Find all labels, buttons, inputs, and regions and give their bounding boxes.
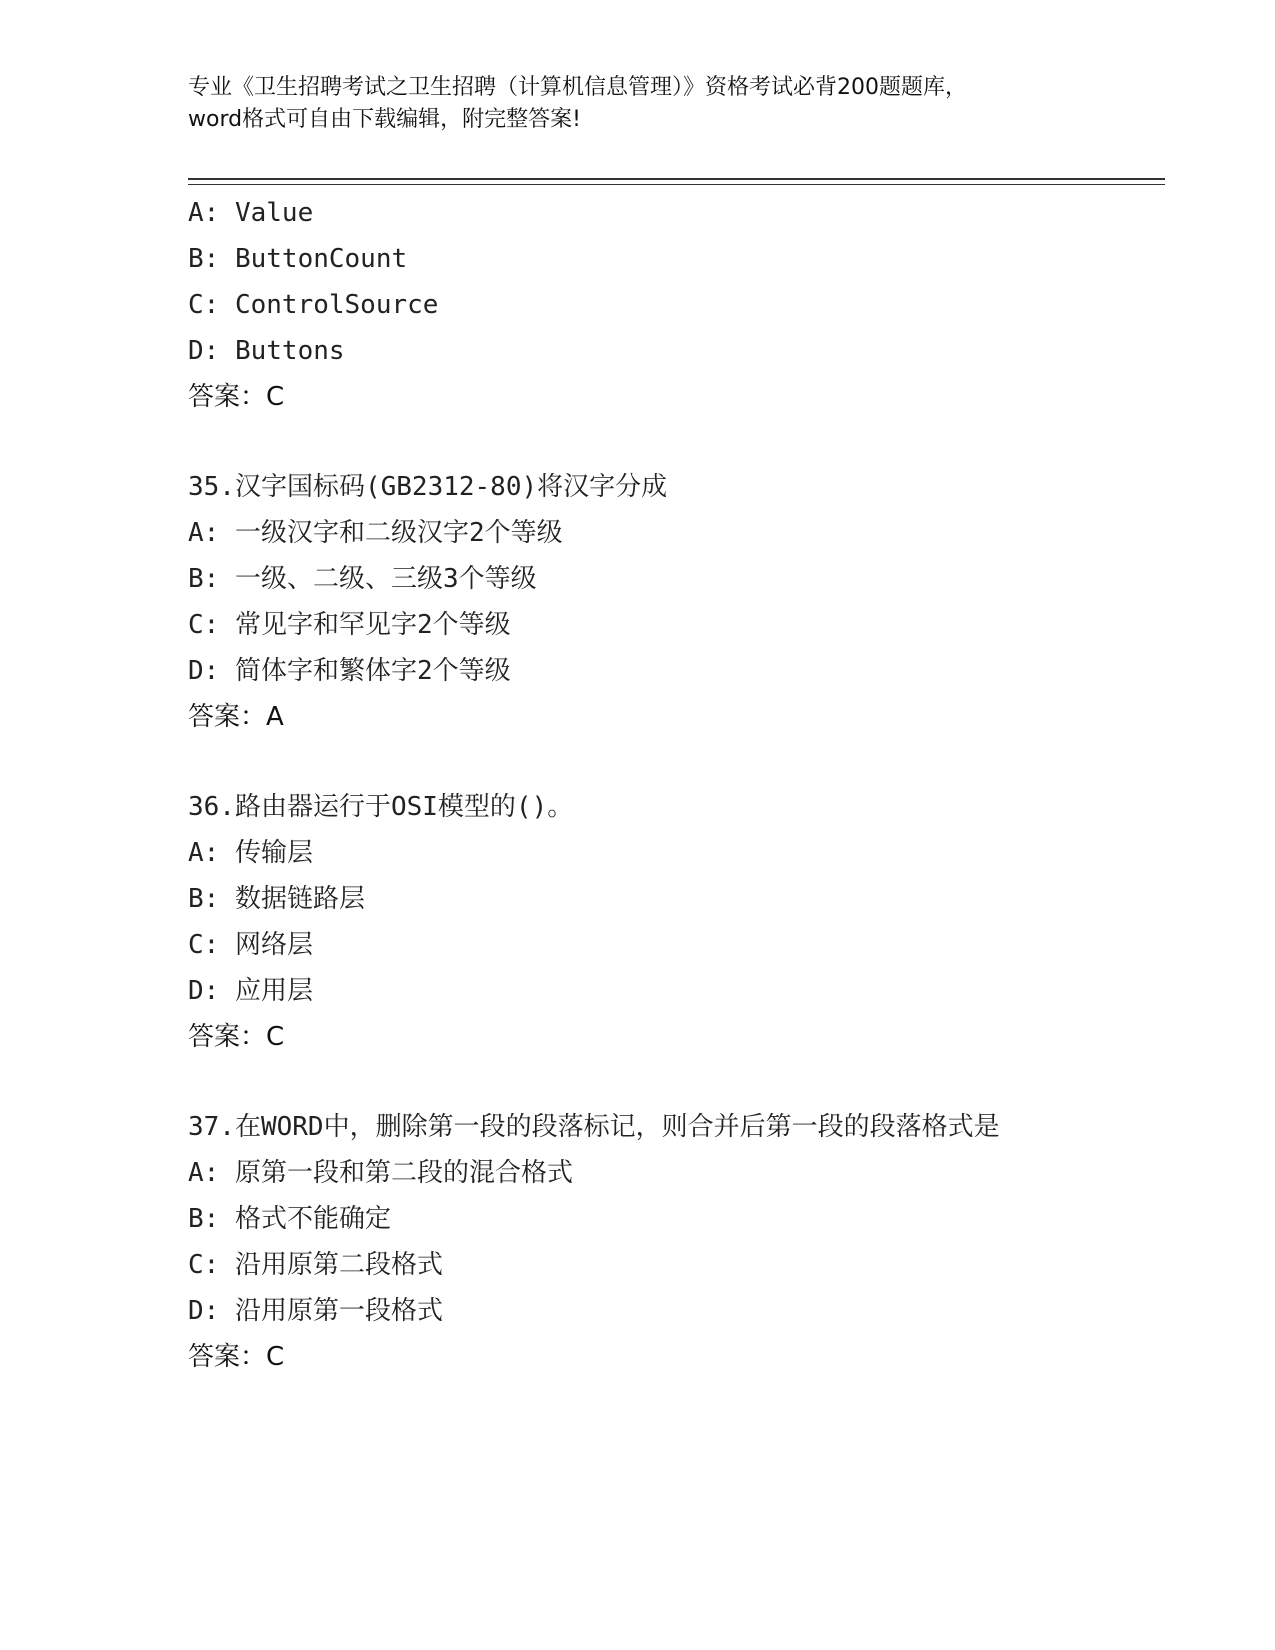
- spacer: [188, 740, 1088, 784]
- option-c: C: 沿用原第二段格式: [188, 1250, 443, 1280]
- option-c: C: ControlSource: [188, 290, 439, 320]
- spacer: [188, 1060, 1088, 1104]
- answer-line: 答案：C: [188, 1342, 285, 1372]
- option-a: A: 一级汉字和二级汉字2个等级: [188, 518, 563, 548]
- option-a: A: Value: [188, 198, 314, 228]
- answer-line: 答案：A: [188, 702, 284, 732]
- question-36: [188, 784, 1088, 1060]
- question-35: [188, 464, 1088, 740]
- option-d: D: 沿用原第一段格式: [188, 1296, 443, 1326]
- question-list: [188, 190, 1088, 1380]
- option-b: B: 一级、二级、三级3个等级: [188, 564, 537, 594]
- option-b: B: 数据链路层: [188, 884, 365, 914]
- question-34-continued: [188, 190, 1088, 420]
- answer-line: 答案：C: [188, 1022, 285, 1052]
- header-divider-thin: [188, 184, 1165, 185]
- header-divider-thick: [188, 178, 1165, 180]
- option-a: A: 原第一段和第二段的混合格式: [188, 1158, 573, 1188]
- option-d: D: 简体字和繁体字2个等级: [188, 656, 511, 686]
- question-37: [188, 1104, 1088, 1380]
- option-d: D: 应用层: [188, 976, 313, 1006]
- header-line-2: word格式可自由下载编辑，附完整答案!: [188, 107, 581, 132]
- option-b: B: ButtonCount: [188, 244, 408, 274]
- option-a: A: 传输层: [188, 838, 313, 868]
- option-c: C: 常见字和罕见字2个等级: [188, 610, 511, 640]
- option-c: C: 网络层: [188, 930, 313, 960]
- option-d: D: Buttons: [188, 336, 345, 366]
- question-stem: 37.在WORD中，删除第一段的段落标记，则合并后第一段的段落格式是: [188, 1112, 1000, 1142]
- header-line-1: 专业《卫生招聘考试之卫生招聘（计算机信息管理）》资格考试必背200题题库，: [188, 75, 967, 100]
- option-b: B: 格式不能确定: [188, 1204, 391, 1234]
- document-header: [188, 72, 1088, 136]
- question-stem: 35.汉字国标码(GB2312-80)将汉字分成: [188, 472, 668, 502]
- answer-line: 答案：C: [188, 382, 285, 412]
- question-stem: 36.路由器运行于OSI模型的()。: [188, 792, 574, 822]
- spacer: [188, 420, 1088, 464]
